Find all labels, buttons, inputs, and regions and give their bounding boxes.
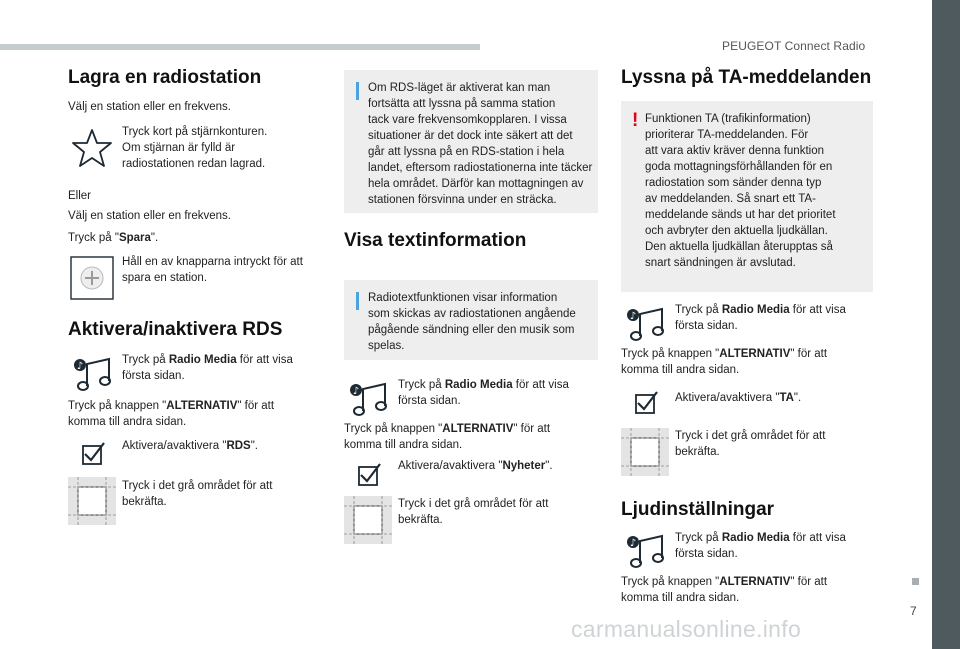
plus-button-icon: [68, 254, 116, 302]
radiotext-info-box: [344, 280, 598, 360]
confirm-instruction: Tryck i det grå området för att bekräfta.: [122, 480, 273, 508]
page-number: 7: [910, 604, 917, 618]
confirm-instruction: Tryck i det grå området för att bekräfta.: [675, 430, 826, 458]
grey-area-icon: [344, 496, 392, 544]
header-rule: [0, 44, 480, 50]
ta-warning-box: [621, 101, 873, 292]
confirm-instruction: Tryck i det grå området för att bekräfta.: [398, 498, 549, 526]
heading-audio-settings: Ljudinställningar: [621, 499, 775, 520]
page-marker: [912, 578, 919, 585]
checkbox-icon: [344, 454, 392, 502]
heading-ta: Lyssna på TA-meddelanden: [621, 67, 872, 88]
radio-media-instruction: Tryck på Radio Media för att visa första sidan.: [675, 304, 846, 332]
info-text: Radiotextfunktionen visar information som skickas av radiostationen angående pågående sändning eller den musik som spelas.: [368, 292, 576, 352]
paragraph: Välj en station eller en frekvens.: [68, 210, 232, 222]
svg-text:♪: ♪: [629, 538, 637, 549]
music-note-icon: [621, 527, 669, 575]
radio-media-instruction: Tryck på Radio Media för att visa första sidan.: [675, 532, 846, 560]
grey-area-icon: [621, 428, 669, 476]
radio-media-instruction: Tryck på Radio Media för att visa första sidan.: [398, 379, 569, 407]
warning-text: Funktionen TA (trafikinformation) prioriterar TA-meddelanden. För att vara aktiv kräver denna funktion goda mottagningsförhållanden för en radiostation som sänder denna typ av meddelanden. Så snart ett TA- meddelande sänds ut har det prioritet och avbryter den aktuella ljudkällan. Den aktuella ljudkällan återupptas så snart sändningen är avslutad.: [645, 113, 836, 269]
svg-text:♪: ♪: [76, 361, 84, 372]
info-icon: [356, 292, 359, 310]
brand-label: PEUGEOT Connect Radio: [722, 39, 866, 53]
paragraph: Välj en station eller en frekvens.: [68, 101, 232, 113]
page-edge-tab: [932, 0, 960, 649]
svg-text:♪: ♪: [352, 386, 360, 397]
star-icon: [68, 124, 116, 172]
grey-area-icon: [68, 477, 116, 525]
music-note-icon: [68, 350, 116, 398]
heading-save-station: Lagra en radiostation: [68, 67, 262, 88]
or-text: Eller: [68, 190, 92, 202]
watermark: carmanualsonline.info: [571, 616, 802, 642]
warning-icon: !: [632, 110, 639, 131]
rds-toggle-instruction: Aktivera/avaktivera "RDS".: [122, 440, 258, 452]
plus-instruction: Håll en av knapparna intryckt för att spara en station.: [122, 256, 303, 284]
save-instruction: Tryck på "Spara".: [68, 232, 159, 244]
news-toggle-instruction: Aktivera/avaktivera "Nyheter".: [398, 460, 553, 472]
heading-rds: Aktivera/inaktivera RDS: [68, 319, 283, 340]
info-icon: [356, 82, 359, 100]
rds-info-box: [344, 70, 598, 213]
heading-text-info: Visa textinformation: [344, 230, 527, 251]
checkbox-icon: [68, 433, 116, 481]
alternativ-instruction: Tryck på knappen "ALTERNATIV" för att komma till andra sidan.: [68, 400, 275, 428]
alternativ-instruction: Tryck på knappen "ALTERNATIV" för att komma till andra sidan.: [621, 576, 828, 604]
ta-toggle-instruction: Aktivera/avaktivera "TA".: [675, 392, 802, 404]
star-instruction: Tryck kort på stjärnkonturen. Om stjärnan är fylld är radiostationen redan lagrad.: [122, 126, 268, 170]
music-note-icon: [621, 300, 669, 348]
music-note-icon: [344, 375, 392, 423]
alternativ-instruction: Tryck på knappen "ALTERNATIV" för att komma till andra sidan.: [344, 423, 551, 451]
svg-text:♪: ♪: [629, 311, 637, 322]
alternativ-instruction: Tryck på knappen "ALTERNATIV" för att komma till andra sidan.: [621, 348, 828, 376]
info-text: Om RDS-läget är aktiverat kan man fortsätta att lyssna på samma station tack vare frekvensomkopplaren. I vissa situationer är det dock inte säkert att det går att lyssna på en RDS-station i hela landet, eftersom radiostationerna inte täcker hela området. Därför kan mottagningen av stationen försvinna under en sträcka.: [368, 82, 593, 206]
radio-media-instruction: Tryck på Radio Media för att visa första sidan.: [122, 354, 293, 382]
checkbox-icon: [621, 382, 669, 430]
